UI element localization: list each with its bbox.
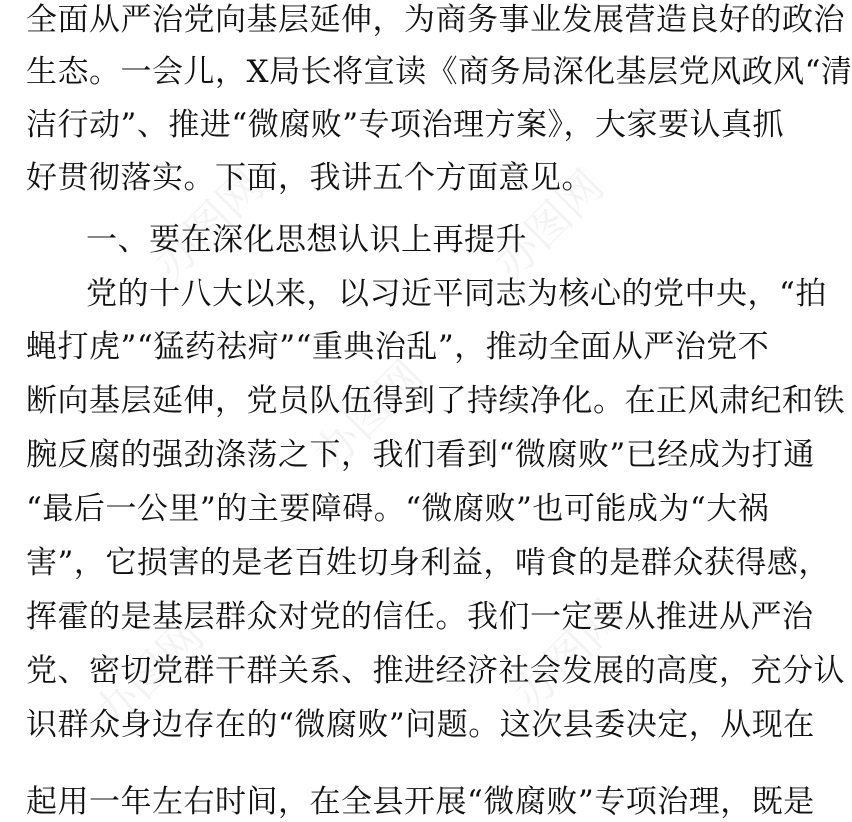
watermark: 办图网	[144, 160, 274, 290]
section-heading: 一、要在深化思想认识上再提升	[86, 222, 527, 258]
paragraph-line: 全面从严治党向基层延伸，为商务事业发展营造良好的政治	[26, 2, 845, 38]
paragraph-line: “最后一公里”的主要障碍。“微腐败”也可能成为“大祸	[26, 491, 770, 527]
paragraph-line: 洁行动”、推进“微腐败”专项治理方案》，大家要认真抓	[26, 107, 785, 143]
watermark: 办图网	[84, 610, 214, 740]
watermark: 办图网	[504, 590, 634, 720]
paragraph-line: 挥霍的是基层群众对党的信任。我们一定要从推进从严治	[26, 599, 814, 635]
paragraph-line: 生态。一会儿，X局长将宣读《商务局深化基层党风政风“清	[26, 54, 852, 90]
paragraph-line: 党的十八大以来，以习近平同志为核心的党中央，“拍	[86, 276, 827, 312]
watermark: 办图网	[484, 160, 614, 290]
paragraph-line: 断向基层延伸，党员队伍得到了持续净化。在正风肃纪和铁	[26, 383, 845, 419]
watermark: 办图网	[304, 350, 434, 480]
paragraph-line-partial: 起用一年左右时间，在全县开展“微腐败”专项治理，既是	[26, 784, 815, 820]
paragraph-line: 党、密切党群干群关系、推进经济社会发展的高度，充分认	[26, 653, 845, 689]
paragraph-line: 识群众身边存在的“微腐败”问题。这次县委决定，从现在	[26, 707, 815, 743]
paragraph-line: 害”，它损害的是老百姓切身利益，啃食的是群众获得感，	[26, 545, 830, 581]
paragraph-line: 蝇打虎”“猛药祛疴”“重典治乱”，推动全面从严治党不	[26, 329, 770, 365]
paragraph-line: 好贯彻落实。下面，我讲五个方面意见。	[26, 160, 593, 196]
paragraph-line: 腕反腐的强劲涤荡之下，我们看到“微腐败”已经成为打通	[26, 437, 815, 473]
